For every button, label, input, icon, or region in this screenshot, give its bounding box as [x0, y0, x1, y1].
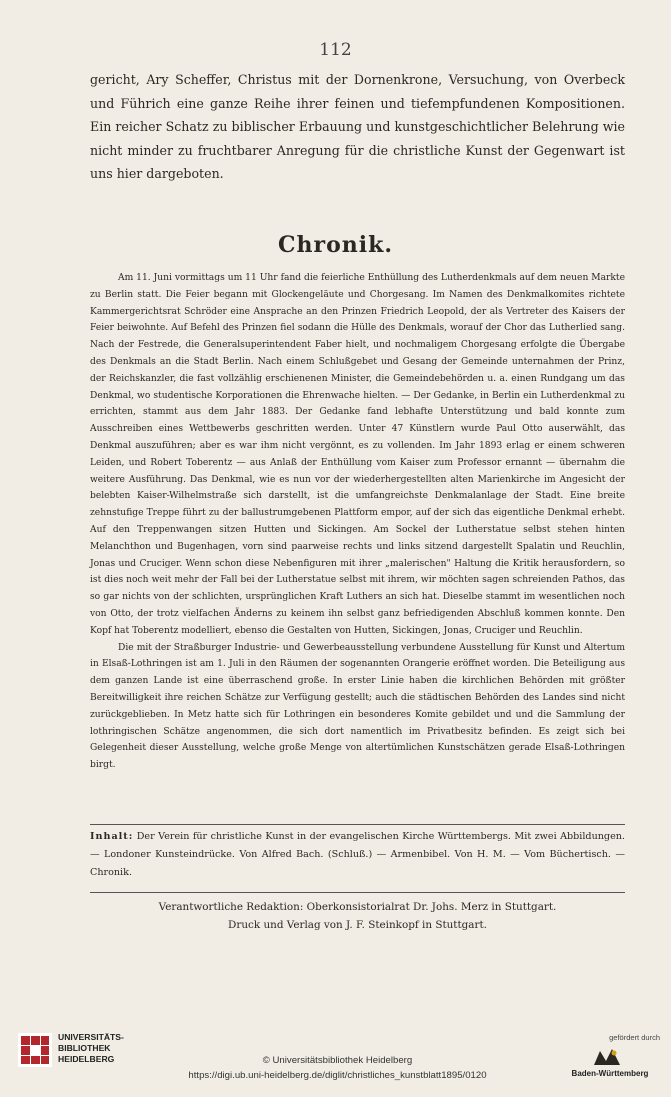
imprint-editor: Verantwortliche Redaktion: Oberkonsistorialrat Dr. Johs. Merz in Stuttgart.: [158, 901, 557, 913]
library-seal-icon: [18, 1033, 52, 1067]
divider: [90, 892, 625, 893]
chronik-paragraph: Am 11. Juni vormittags um 11 Uhr fand die feierliche Enthüllung des Lutherdenkmals auf dem neuen Markte zu Berlin statt. Die Feier begann mit Glockengeläute und Chorgesang. Im Namen des Denkmalkomites richtete Kammergerichtsrat Schröder eine Ansprache an den Prinzen Friedrich Leopold, der als Vertreter des Kaisers der Feier beiwohnte. Auf Befehl des Prinzen fiel sodann die Hülle des Denkmals, worauf der Chor das Lutherlied sang. Nach der Festrede, die Generalsuperintendent Faber hielt, und nochmaligem Chorgesang erfolgte die Übergabe des Denkmals an die Stadt Berlin. Nach einem Schlußgebet und Gesang der Gemeinde unternahmen der Prinz, der Reichskanzler, die fast vollzählig erschienenen Minister, die Gemeindebehörden u. a. einen Rundgang um das Denkmal, wo studentische Korporationen die Ehrenwache hielten. — Der Gedanke, in Berlin ein Lutherdenkmal zu errichten, stammt aus dem Jahr 1883. Der Gedanke fand lebhafte Unterstützung und bald konnte zum Ausschreiben eines Wettbewerbs geschritten werden. Unter 47 Künstlern wurde Paul Otto auserwählt, das Denkmal auszuführen; aber es war ihm nicht vergönnt, es zu vollenden. Im Jahr 1893 erlag er einem schweren Leiden, und Robert Toberentz — aus Anlaß der Enthüllung vom Kaiser zum Professor ernannt — übernahm die weitere Ausführung. Das Denkmal, wie es nun vor der wiederhergestellten alten Marienkirche im Angesicht der belebten Kaiser-Wilhelmstraße sich darstellt, ist die umfangreichste Denkmalanlage der Stadt. Eine breite zehnstufige Treppe führt zu der ballustrumgebenen Plattform empor, auf der sich das eigentliche Denkmal erhebt. Auf den Treppenwangen sitzen Hutten und Sickingen. Am Sockel der Lutherstatue selbst stehen hinten Melanchthon und Bugenhagen, vorn sind paarweise rechts und links sitzend dargestellt Spalatin und Reuchlin, Jonas und Cruciger. Wenn schon diese Nebenfiguren mit ihrer „malerischen" Haltung die Kritik herausfordern, so ist dies noch weit mehr der Fall bei der Lutherstatue selbst mit ihrem, wir möchten sagen schreienden Pathos, das so gar nichts von der schlichten, ursprünglichen Kraft Luthers an sich hat. Dieselbe stammt im wesentlichen noch von Otto, der trotz vielfachen Änderns zu keinem ihn selbst ganz befriedigenden Abschluß kommen konnte. Den Kopf hat Toberentz modelliert, ebenso die Gestalten von Hutten, Sickingen, Jonas, Cruciger und Reuchlin.: [90, 273, 625, 636]
imprint: [90, 898, 625, 934]
library-logo[interactable]: [18, 1030, 148, 1074]
funded-by-label: gefördert durch: [609, 1033, 660, 1042]
library-name: UNIVERSITÄTS-BIBLIOTHEK HEIDELBERG: [58, 1032, 124, 1064]
funder-logo[interactable]: [560, 1033, 660, 1083]
chronik-section: [90, 270, 625, 774]
copyright-notice: © Universitätsbibliothek Heidelberg: [262, 1055, 413, 1066]
permalink-url[interactable]: https://digi.ub.uni-heidelberg.de/diglit/christliches_kunstblatt1895/0120: [188, 1070, 487, 1081]
imprint-publisher: Druck und Verlag von J. F. Steinkopf in Stuttgart.: [228, 919, 487, 931]
chronik-paragraph: Die mit der Straßburger Industrie- und Gewerbeausstellung verbundene Ausstellung für Kunst und Altertum in Elsaß-Lothringen ist am 1. Juli in den Räumen der sogenannten Orangerie eröffnet worden. Die Beteiligung aus dem ganzen Lande ist eine überraschend große. In erster Linie haben die kirchlichen Behörden mit größter Bereitwilligkeit ihre reichen Schätze zur Verfügung gestellt; auch die städtischen Behörden des Landes sind nicht zurückgeblieben. In Metz hatte sich für Lothringen ein besonderes Komite gebildet und und die Sammlung der lothringischen Schätze angenommen, die sich dort namentlich im Privatbesitz befinden. Es zeigt sich bei Gelegenheit dieser Ausstellung, welche große Menge von altertümlichen Kunstschätzen gerade Elsaß-Lothringen birgt.: [90, 642, 625, 771]
state-emblem-icon: [592, 1047, 622, 1067]
contents-text: Der Verein für christliche Kunst in der evangelischen Kirche Württembergs. Mit zwei Abbildungen. — Londoner Kunsteindrücke. Von Alfred Bach. (Schluß.) — Armenbibel. Von H. M. — Vom Büchertisch. — Chronik.: [90, 831, 625, 878]
section-heading: Chronik.: [277, 232, 394, 258]
contents-label: Inhalt:: [90, 831, 134, 842]
page-number: 112: [319, 40, 352, 60]
divider: [90, 824, 625, 825]
funder-name: Baden-Württemberg: [571, 1069, 649, 1078]
contents-block: [90, 828, 625, 882]
intro-paragraph: gericht, Ary Scheffer, Christus mit der Dornenkrone, Versuchung, von Overbeck und Führich eine ganze Reihe ihrer feinen und tiefempfundenen Kompositionen. Ein reicher Schatz zu biblischer Erbauung und kunstgeschichtlicher Belehrung wie nicht minder zu fruchtbarer Anregung für die christliche Kunst der Gegenwart ist uns hier dargeboten.: [90, 72, 625, 181]
